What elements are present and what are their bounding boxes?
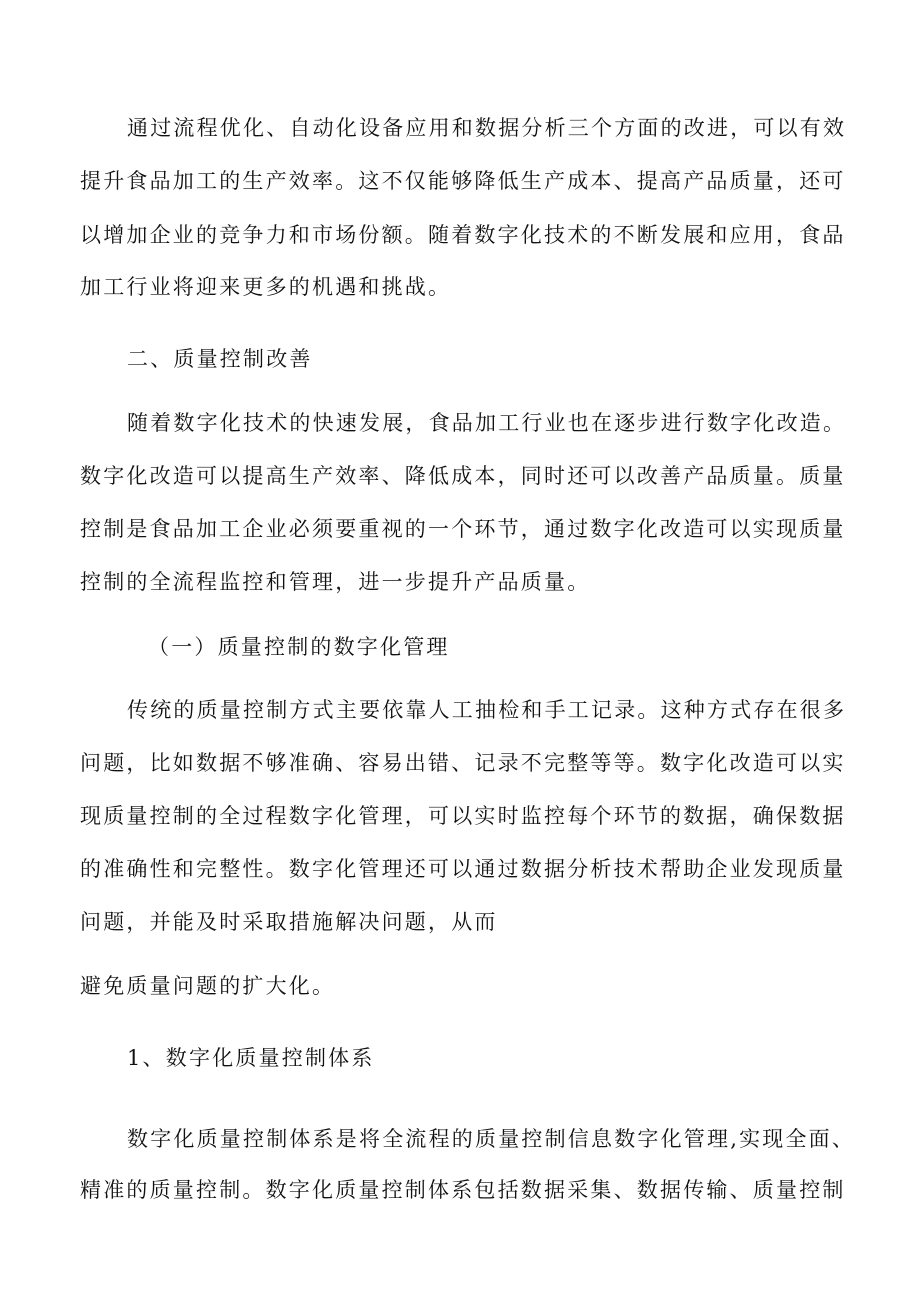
paragraph-1-line-1: 通过流程优化、自动化设备应用和数据分析三个方面的改进，可以有效: [127, 116, 847, 140]
paragraph-3-line-2: 问题，比如数据不够准确、容易出错、记录不完整等等。数字化改造可以实: [80, 751, 846, 775]
paragraph-1-line-2: 提升食品加工的生产效率。这不仅能够降低生产成本、提高产品质量，还可: [80, 169, 846, 193]
subsection-heading-1: （一）质量控制的数字化管理: [148, 635, 450, 659]
section-heading-3: 1、数字化质量控制体系: [127, 1046, 375, 1070]
paragraph-3-line-1: 传统的质量控制方式主要依靠人工抽检和手工记录。这种方式存在很多: [127, 698, 847, 722]
paragraph-4-line-1: 数字化质量控制体系是将全流程的质量控制信息数字化管理,实现全面、: [127, 1127, 856, 1151]
paragraph-3-continuation: 避免质量问题的扩大化。: [80, 974, 336, 998]
paragraph-4-line-2: 精准的质量控制。数字化质量控制体系包括数据采集、数据传输、质量控制: [80, 1178, 846, 1202]
paragraph-1-line-3: 以增加企业的竞争力和市场份额。随着数字化技术的不断发展和应用，食品: [80, 223, 846, 247]
section-heading-2: 二、质量控制改善: [127, 347, 313, 371]
paragraph-2-line-4: 控制的全流程监控和管理，进一步提升产品质量。: [80, 570, 591, 594]
paragraph-2-line-1: 随着数字化技术的快速发展，食品加工行业也在逐步进行数字化改造。: [127, 411, 847, 435]
paragraph-1-line-4: 加工行业将迎来更多的机遇和挑战。: [80, 275, 452, 299]
paragraph-2-line-3: 控制是食品加工企业必须要重视的一个环节，通过数字化改造可以实现质量: [80, 517, 846, 541]
paragraph-3-line-5: 问题，并能及时采取措施解决问题，从而: [80, 910, 498, 934]
paragraph-2-line-2: 数字化改造可以提高生产效率、降低成本，同时还可以改善产品质量。质量: [80, 464, 846, 488]
paragraph-3-line-4: 的准确性和完整性。数字化管理还可以通过数据分析技术帮助企业发现质量: [80, 857, 846, 881]
paragraph-3-line-3: 现质量控制的全过程数字化管理，可以实时监控每个环节的数据，确保数据: [80, 804, 846, 828]
